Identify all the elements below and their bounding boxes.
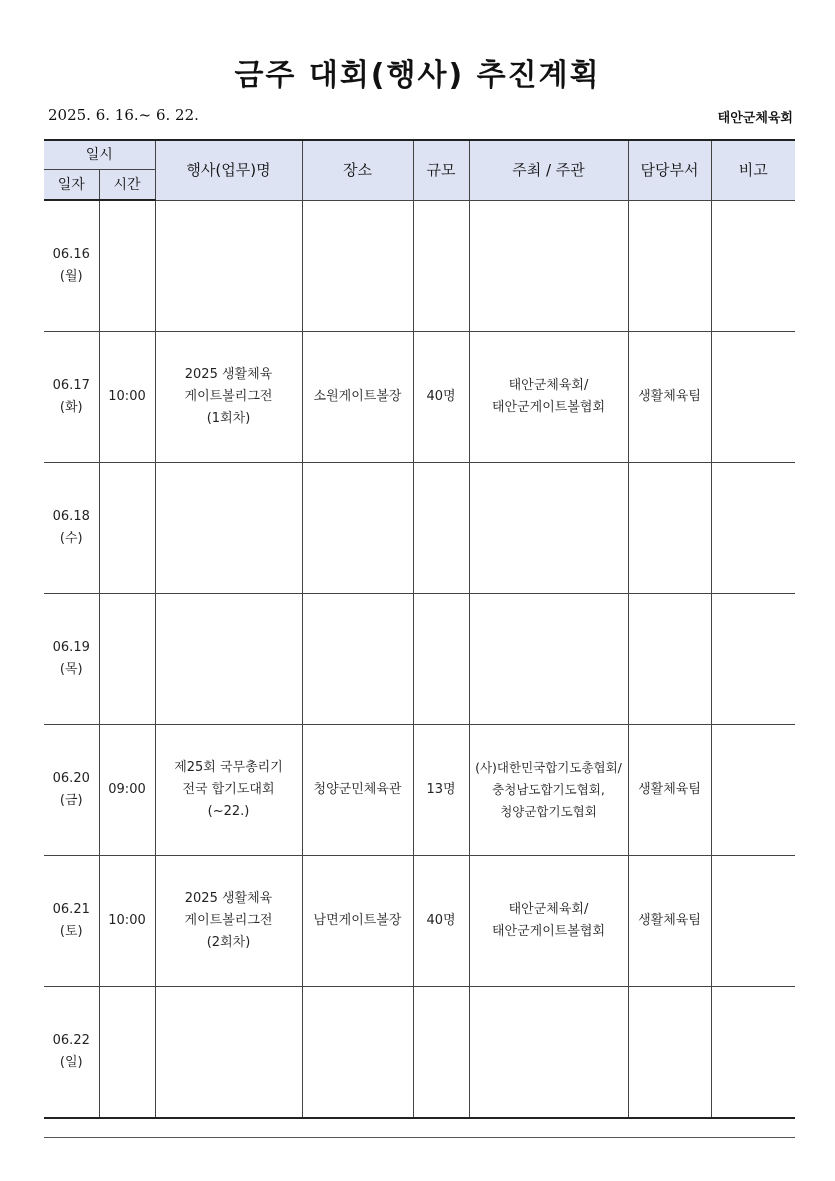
dept-cell — [628, 200, 711, 332]
place-cell — [302, 463, 413, 594]
time-cell: 09:00 — [99, 725, 155, 856]
schedule-table — [44, 139, 795, 1119]
scale-cell — [413, 987, 469, 1119]
header-event: 행사(업무)명 — [155, 140, 302, 200]
event-cell — [155, 987, 302, 1119]
dept-cell — [628, 463, 711, 594]
place-cell — [302, 594, 413, 725]
dept-cell: 생활체육팀 — [628, 856, 711, 987]
note-cell — [711, 987, 795, 1119]
scale-cell — [413, 594, 469, 725]
table-row — [44, 725, 795, 856]
period-range: 2025. 6. 16.~ 6. 22. — [48, 106, 199, 124]
note-cell — [711, 725, 795, 856]
note-cell — [711, 856, 795, 987]
scale-cell — [413, 200, 469, 332]
date-text: 06.17 — [52, 378, 90, 393]
page-title: 금주 대회(행사) 추진계획 — [234, 58, 601, 93]
date-text: 06.18 — [52, 509, 90, 524]
day-text: (금) — [59, 793, 83, 808]
day-text: (화) — [59, 400, 83, 415]
date-text: 06.21 — [52, 902, 90, 917]
event-cell: 제25회 국무총리기 전국 합기도대회 (~22.) — [155, 725, 302, 856]
date-text: 06.22 — [52, 1033, 90, 1048]
note-cell — [711, 594, 795, 725]
host-cell — [469, 463, 628, 594]
table-row — [44, 463, 795, 594]
dept-cell — [628, 987, 711, 1119]
table-row — [44, 856, 795, 987]
header-host: 주최 / 주관 — [469, 140, 628, 200]
organization-name: 태안군체육회 — [717, 111, 793, 126]
date-cell — [44, 987, 99, 1119]
host-cell: (사)대한민국합기도총협회/ 충청남도합기도협회, 청양군합기도협회 — [469, 725, 628, 856]
time-cell: 10:00 — [99, 332, 155, 463]
day-text: (수) — [59, 531, 83, 546]
table-row — [44, 332, 795, 463]
note-cell — [711, 463, 795, 594]
dept-cell: 생활체육팀 — [628, 332, 711, 463]
date-cell — [44, 332, 99, 463]
date-text: 06.20 — [52, 771, 90, 786]
header-date: 일자 — [44, 170, 99, 201]
place-cell: 청양군민체육관 — [302, 725, 413, 856]
header-note: 비고 — [711, 140, 795, 200]
date-cell — [44, 856, 99, 987]
table-row — [44, 200, 795, 332]
host-cell — [469, 200, 628, 332]
bottom-divider — [44, 1137, 795, 1138]
event-cell — [155, 463, 302, 594]
table-row — [44, 987, 795, 1119]
event-cell — [155, 200, 302, 332]
event-cell — [155, 594, 302, 725]
day-text: (토) — [59, 924, 83, 939]
host-cell: 태안군체육회/ 태안군게이트볼협회 — [469, 332, 628, 463]
place-cell: 남면게이트볼장 — [302, 856, 413, 987]
header-scale: 규모 — [413, 140, 469, 200]
time-cell — [99, 594, 155, 725]
date-text: 06.16 — [52, 247, 90, 262]
date-cell — [44, 200, 99, 332]
event-cell: 2025 생활체육 게이트볼리그전 (2회차) — [155, 856, 302, 987]
note-cell — [711, 200, 795, 332]
day-text: (월) — [59, 269, 83, 284]
header-datetime: 일시 — [44, 140, 155, 170]
event-cell: 2025 생활체육 게이트볼리그전 (1회차) — [155, 332, 302, 463]
header-time: 시간 — [99, 170, 155, 201]
header-dept: 담당부서 — [628, 140, 711, 200]
date-cell — [44, 594, 99, 725]
header-place: 장소 — [302, 140, 413, 200]
host-cell — [469, 987, 628, 1119]
scale-cell: 40명 — [413, 856, 469, 987]
dept-cell: 생활체육팀 — [628, 725, 711, 856]
host-cell: 태안군체육회/ 태안군게이트볼협회 — [469, 856, 628, 987]
table-row — [44, 594, 795, 725]
host-cell — [469, 594, 628, 725]
dept-cell — [628, 594, 711, 725]
scale-cell: 40명 — [413, 332, 469, 463]
time-cell — [99, 463, 155, 594]
place-cell — [302, 987, 413, 1119]
date-text: 06.19 — [52, 640, 90, 655]
day-text: (일) — [59, 1055, 83, 1070]
time-cell — [99, 200, 155, 332]
scale-cell: 13명 — [413, 725, 469, 856]
date-cell — [44, 463, 99, 594]
date-cell — [44, 725, 99, 856]
time-cell: 10:00 — [99, 856, 155, 987]
scale-cell — [413, 463, 469, 594]
place-cell — [302, 200, 413, 332]
place-cell: 소원게이트볼장 — [302, 332, 413, 463]
time-cell — [99, 987, 155, 1119]
note-cell — [711, 332, 795, 463]
day-text: (목) — [59, 662, 83, 677]
